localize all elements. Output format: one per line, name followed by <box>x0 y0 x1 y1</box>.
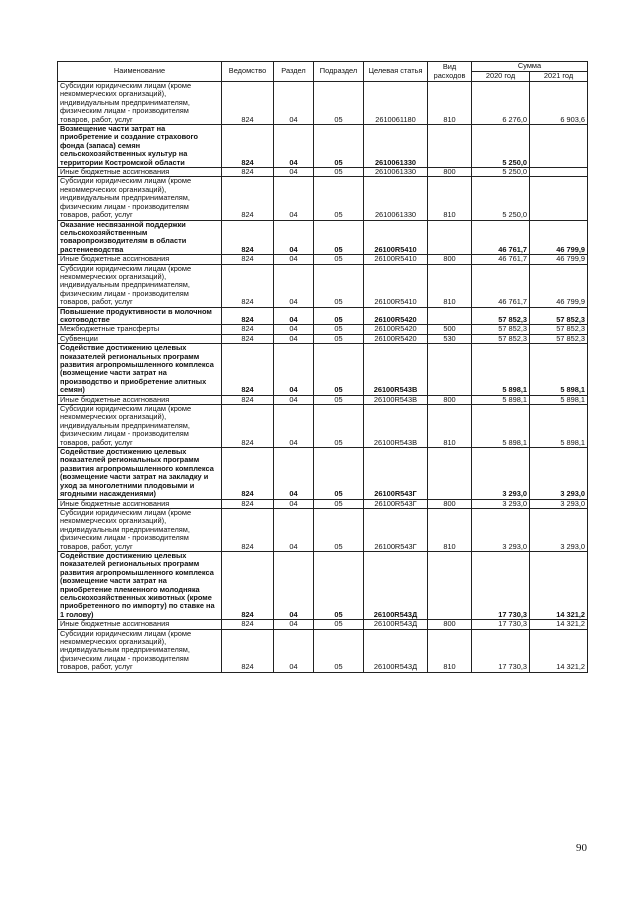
cell-celevaya-statya: 2610061330 <box>364 125 428 168</box>
cell-vedomstvo: 824 <box>222 255 274 264</box>
table-row <box>58 499 588 508</box>
header-celevaya-statya: Целевая статья <box>364 62 428 82</box>
cell-vid-rashodov: 800 <box>428 168 472 177</box>
cell-vedomstvo: 824 <box>222 334 274 343</box>
header-name: Наименование <box>58 62 222 82</box>
cell-name: Оказание несвязанной поддержки сельскохозяйственным товаропроизводителям в области растениеводства <box>58 220 222 255</box>
cell-sum-2020: 46 761,7 <box>472 255 530 264</box>
cell-sum-2020: 46 761,7 <box>472 220 530 255</box>
cell-vedomstvo: 824 <box>222 395 274 404</box>
cell-name: Иные бюджетные ассигнования <box>58 255 222 264</box>
cell-podrazdel: 05 <box>314 551 364 619</box>
cell-celevaya-statya: 26100R5420 <box>364 334 428 343</box>
table-body <box>58 82 588 673</box>
cell-vid-rashodov: 810 <box>428 629 472 672</box>
cell-name: Иные бюджетные ассигнования <box>58 395 222 404</box>
cell-sum-2021 <box>530 125 588 168</box>
cell-sum-2021: 57 852,3 <box>530 325 588 334</box>
cell-razdel: 04 <box>274 307 314 325</box>
header-podrazdel: Подраздел <box>314 62 364 82</box>
cell-podrazdel: 05 <box>314 264 364 307</box>
header-summa: Сумма <box>472 62 588 72</box>
table-row <box>58 405 588 448</box>
cell-vedomstvo: 824 <box>222 551 274 619</box>
cell-sum-2021: 46 799,9 <box>530 264 588 307</box>
cell-vedomstvo: 824 <box>222 405 274 448</box>
cell-vid-rashodov: 500 <box>428 325 472 334</box>
cell-razdel: 04 <box>274 395 314 404</box>
cell-vedomstvo: 824 <box>222 499 274 508</box>
cell-vedomstvo: 824 <box>222 448 274 499</box>
cell-celevaya-statya: 26100R543Д <box>364 620 428 629</box>
cell-celevaya-statya: 2610061180 <box>364 82 428 125</box>
cell-vid-rashodov: 800 <box>428 255 472 264</box>
cell-sum-2021: 3 293,0 <box>530 508 588 551</box>
cell-podrazdel: 05 <box>314 125 364 168</box>
cell-celevaya-statya: 26100R543В <box>364 395 428 404</box>
cell-vedomstvo: 824 <box>222 168 274 177</box>
cell-podrazdel: 05 <box>314 344 364 395</box>
header-vedomstvo: Ведомство <box>222 62 274 82</box>
cell-celevaya-statya: 26100R543Д <box>364 629 428 672</box>
cell-celevaya-statya: 2610061330 <box>364 177 428 220</box>
cell-name: Субсидии юридическим лицам (кроме некоммерческих организаций), индивидуальным предпринимателям, физическим лицам - производителям товаров, работ, услуг <box>58 629 222 672</box>
table-row <box>58 255 588 264</box>
cell-vid-rashodov: 810 <box>428 82 472 125</box>
cell-celevaya-statya: 26100R5410 <box>364 264 428 307</box>
cell-sum-2020: 3 293,0 <box>472 499 530 508</box>
cell-razdel: 04 <box>274 168 314 177</box>
table-row <box>58 448 588 499</box>
cell-vedomstvo: 824 <box>222 344 274 395</box>
cell-podrazdel: 05 <box>314 405 364 448</box>
cell-sum-2021: 5 898,1 <box>530 344 588 395</box>
budget-table <box>57 61 588 673</box>
table-row <box>58 344 588 395</box>
cell-celevaya-statya: 26100R543Д <box>364 551 428 619</box>
cell-vedomstvo: 824 <box>222 508 274 551</box>
table-row <box>58 125 588 168</box>
cell-razdel: 04 <box>274 125 314 168</box>
cell-name: Субсидии юридическим лицам (кроме некоммерческих организаций), индивидуальным предпринимателям, физическим лицам - производителям товаров, работ, услуг <box>58 264 222 307</box>
cell-razdel: 04 <box>274 448 314 499</box>
cell-razdel: 04 <box>274 325 314 334</box>
cell-vid-rashodov: 810 <box>428 405 472 448</box>
cell-vid-rashodov: 800 <box>428 620 472 629</box>
cell-sum-2021: 3 293,0 <box>530 448 588 499</box>
budget-sheet <box>57 61 587 673</box>
header-year-2020: 2020 год <box>472 72 530 82</box>
cell-sum-2021: 46 799,9 <box>530 220 588 255</box>
cell-vedomstvo: 824 <box>222 82 274 125</box>
table-row <box>58 334 588 343</box>
table-row <box>58 82 588 125</box>
table-row <box>58 264 588 307</box>
cell-sum-2020: 46 761,7 <box>472 264 530 307</box>
cell-celevaya-statya: 26100R543В <box>364 344 428 395</box>
cell-vid-rashodov: 800 <box>428 499 472 508</box>
cell-podrazdel: 05 <box>314 177 364 220</box>
cell-name: Возмещение части затрат на приобретение и создание страхового фонда (запаса) семян сельскохозяйственных культур на территории Костромской области <box>58 125 222 168</box>
cell-name: Субсидии юридическим лицам (кроме некоммерческих организаций), индивидуальным предпринимателям, физическим лицам - производителям товаров, работ, услуг <box>58 177 222 220</box>
cell-name: Содействие достижению целевых показателей региональных программ развития агропромышленного комплекса (возмещение части затрат на закладку и уход за многолетними плодовыми и ягодными насаждениями) <box>58 448 222 499</box>
cell-razdel: 04 <box>274 499 314 508</box>
table-row <box>58 551 588 619</box>
cell-vid-rashodov <box>428 220 472 255</box>
cell-celevaya-statya: 26100R5410 <box>364 220 428 255</box>
cell-name: Содействие достижению целевых показателей региональных программ развития агропромышленного комплекса (возмещение части затрат на приобретение племенного молодняка сельскохозяйственных животных (кроме приобретенного по импорту) по ставке на 1 голову) <box>58 551 222 619</box>
page-number: 90 <box>576 842 587 854</box>
cell-name: Иные бюджетные ассигнования <box>58 499 222 508</box>
cell-podrazdel: 05 <box>314 620 364 629</box>
cell-celevaya-statya: 26100R543Г <box>364 499 428 508</box>
cell-sum-2020: 5 898,1 <box>472 395 530 404</box>
cell-podrazdel: 05 <box>314 395 364 404</box>
cell-vedomstvo: 824 <box>222 307 274 325</box>
cell-razdel: 04 <box>274 551 314 619</box>
table-row <box>58 168 588 177</box>
cell-sum-2020: 5 250,0 <box>472 168 530 177</box>
cell-vedomstvo: 824 <box>222 620 274 629</box>
table-row <box>58 307 588 325</box>
cell-razdel: 04 <box>274 508 314 551</box>
cell-sum-2021: 57 852,3 <box>530 307 588 325</box>
cell-name: Субсидии юридическим лицам (кроме некоммерческих организаций), индивидуальным предпринимателям, физическим лицам - производителям товаров, работ, услуг <box>58 405 222 448</box>
cell-vid-rashodov <box>428 125 472 168</box>
cell-name: Межбюджетные трансферты <box>58 325 222 334</box>
cell-vid-rashodov <box>428 448 472 499</box>
cell-sum-2021: 46 799,9 <box>530 255 588 264</box>
cell-vedomstvo: 824 <box>222 629 274 672</box>
cell-sum-2020: 57 852,3 <box>472 334 530 343</box>
cell-razdel: 04 <box>274 405 314 448</box>
cell-sum-2020: 5 250,0 <box>472 177 530 220</box>
cell-vid-rashodov: 810 <box>428 264 472 307</box>
cell-sum-2020: 57 852,3 <box>472 325 530 334</box>
cell-celevaya-statya: 26100R5420 <box>364 307 428 325</box>
cell-sum-2021: 5 898,1 <box>530 405 588 448</box>
cell-name: Субсидии юридическим лицам (кроме некоммерческих организаций), индивидуальным предпринимателям, физическим лицам - производителям товаров, работ, услуг <box>58 82 222 125</box>
cell-sum-2020: 17 730,3 <box>472 620 530 629</box>
table-row <box>58 395 588 404</box>
table-row <box>58 177 588 220</box>
cell-podrazdel: 05 <box>314 499 364 508</box>
cell-podrazdel: 05 <box>314 307 364 325</box>
cell-sum-2021: 5 898,1 <box>530 395 588 404</box>
cell-razdel: 04 <box>274 220 314 255</box>
cell-podrazdel: 05 <box>314 168 364 177</box>
cell-razdel: 04 <box>274 344 314 395</box>
cell-podrazdel: 05 <box>314 334 364 343</box>
cell-podrazdel: 05 <box>314 508 364 551</box>
cell-sum-2020: 5 898,1 <box>472 405 530 448</box>
cell-sum-2021: 3 293,0 <box>530 499 588 508</box>
cell-vid-rashodov <box>428 551 472 619</box>
cell-vedomstvo: 824 <box>222 220 274 255</box>
table-row <box>58 620 588 629</box>
cell-sum-2020: 5 898,1 <box>472 344 530 395</box>
cell-vid-rashodov: 810 <box>428 177 472 220</box>
cell-sum-2021: 14 321,2 <box>530 620 588 629</box>
cell-vedomstvo: 824 <box>222 325 274 334</box>
cell-sum-2021: 14 321,2 <box>530 629 588 672</box>
cell-vid-rashodov <box>428 307 472 325</box>
cell-podrazdel: 05 <box>314 448 364 499</box>
cell-sum-2021 <box>530 177 588 220</box>
cell-name: Повышение продуктивности в молочном скотоводстве <box>58 307 222 325</box>
cell-razdel: 04 <box>274 82 314 125</box>
cell-sum-2020: 5 250,0 <box>472 125 530 168</box>
cell-vid-rashodov: 530 <box>428 334 472 343</box>
cell-celevaya-statya: 26100R543Г <box>364 508 428 551</box>
header-year-2021: 2021 год <box>530 72 588 82</box>
cell-celevaya-statya: 26100R543В <box>364 405 428 448</box>
cell-celevaya-statya: 2610061330 <box>364 168 428 177</box>
cell-vid-rashodov: 800 <box>428 395 472 404</box>
cell-sum-2020: 3 293,0 <box>472 508 530 551</box>
cell-celevaya-statya: 26100R5410 <box>364 255 428 264</box>
cell-vedomstvo: 824 <box>222 177 274 220</box>
cell-podrazdel: 05 <box>314 629 364 672</box>
cell-razdel: 04 <box>274 334 314 343</box>
cell-sum-2020: 3 293,0 <box>472 448 530 499</box>
cell-name: Субсидии юридическим лицам (кроме некоммерческих организаций), индивидуальным предпринимателям, физическим лицам - производителям товаров, работ, услуг <box>58 508 222 551</box>
cell-sum-2021: 14 321,2 <box>530 551 588 619</box>
cell-sum-2020: 57 852,3 <box>472 307 530 325</box>
cell-podrazdel: 05 <box>314 255 364 264</box>
cell-sum-2021 <box>530 168 588 177</box>
cell-name: Иные бюджетные ассигнования <box>58 168 222 177</box>
cell-sum-2020: 17 730,3 <box>472 629 530 672</box>
cell-vedomstvo: 824 <box>222 125 274 168</box>
cell-podrazdel: 05 <box>314 325 364 334</box>
cell-vid-rashodov <box>428 344 472 395</box>
cell-razdel: 04 <box>274 620 314 629</box>
cell-razdel: 04 <box>274 264 314 307</box>
cell-vedomstvo: 824 <box>222 264 274 307</box>
table-row <box>58 508 588 551</box>
cell-name: Субвенции <box>58 334 222 343</box>
cell-razdel: 04 <box>274 255 314 264</box>
table-row <box>58 629 588 672</box>
cell-podrazdel: 05 <box>314 82 364 125</box>
cell-sum-2021: 57 852,3 <box>530 334 588 343</box>
table-row <box>58 220 588 255</box>
table-row <box>58 325 588 334</box>
cell-name: Иные бюджетные ассигнования <box>58 620 222 629</box>
cell-razdel: 04 <box>274 177 314 220</box>
cell-podrazdel: 05 <box>314 220 364 255</box>
cell-celevaya-statya: 26100R543Г <box>364 448 428 499</box>
cell-sum-2021: 6 903,6 <box>530 82 588 125</box>
cell-celevaya-statya: 26100R5420 <box>364 325 428 334</box>
cell-name: Содействие достижению целевых показателей региональных программ развития агропромышленного комплекса (возмещение части затрат на производство и приобретение элитных семян) <box>58 344 222 395</box>
cell-vid-rashodov: 810 <box>428 508 472 551</box>
cell-sum-2020: 17 730,3 <box>472 551 530 619</box>
header-razdel: Раздел <box>274 62 314 82</box>
header-vid-rashodov: Вид расходов <box>428 62 472 82</box>
cell-razdel: 04 <box>274 629 314 672</box>
cell-sum-2020: 6 276,0 <box>472 82 530 125</box>
